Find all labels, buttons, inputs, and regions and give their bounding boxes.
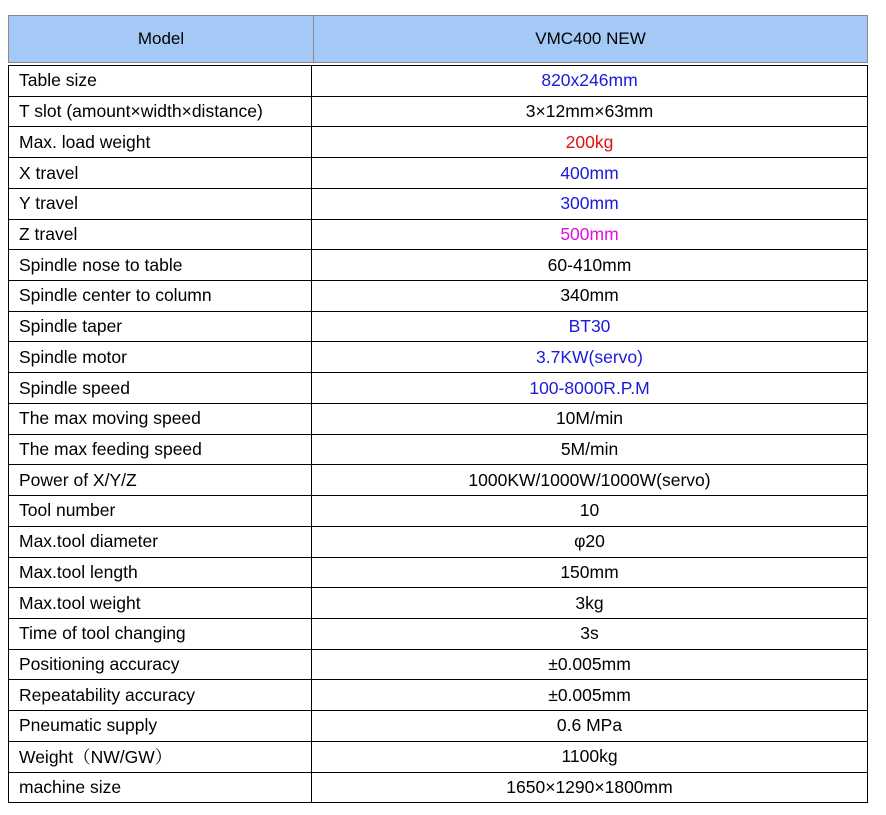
table-row xyxy=(9,526,867,557)
table-row xyxy=(9,649,867,680)
table-row xyxy=(9,587,867,618)
spec-label: Repeatability accuracy xyxy=(9,680,312,710)
spec-value: ±0.005mm xyxy=(548,684,631,705)
spec-label: Tool number xyxy=(9,496,312,526)
spec-table xyxy=(8,15,868,803)
spec-label: Spindle nose to table xyxy=(9,250,312,280)
table-row xyxy=(9,772,867,803)
table-row xyxy=(9,403,867,434)
spec-value: 10 xyxy=(579,500,600,521)
table-row xyxy=(9,65,867,96)
header-model-label: Model xyxy=(9,16,314,62)
spec-value: 300mm xyxy=(560,193,619,214)
table-row xyxy=(9,557,867,588)
table-row xyxy=(9,495,867,526)
spec-value: ±0.005mm xyxy=(548,654,631,675)
spec-label: Spindle motor xyxy=(9,342,312,372)
spec-value: 500mm xyxy=(560,223,619,244)
spec-label: The max feeding speed xyxy=(9,435,312,465)
spec-label: Time of tool changing xyxy=(9,619,312,649)
spec-label: The max moving speed xyxy=(9,404,312,434)
table-row xyxy=(9,280,867,311)
spec-value: 5M/min xyxy=(560,438,619,459)
spec-label: Max.tool diameter xyxy=(9,527,312,557)
spec-value: 3s xyxy=(580,623,599,644)
spec-value: 0.6 MPa xyxy=(556,715,623,736)
spec-value: BT30 xyxy=(568,316,611,337)
spec-label: Spindle taper xyxy=(9,312,312,342)
spec-value: 150mm xyxy=(560,561,619,582)
table-row xyxy=(9,710,867,741)
spec-label: Pneumatic supply xyxy=(9,711,312,741)
table-row xyxy=(9,679,867,710)
spec-value: 60-410mm xyxy=(547,254,632,275)
spec-label: Positioning accuracy xyxy=(9,650,312,680)
table-row xyxy=(9,157,867,188)
spec-value: φ20 xyxy=(574,531,605,552)
table-row xyxy=(9,341,867,372)
table-row xyxy=(9,96,867,127)
spec-label: Y travel xyxy=(9,189,312,219)
spec-value: 340mm xyxy=(560,285,619,306)
spec-label: Table size xyxy=(9,66,312,96)
spec-value: 200kg xyxy=(565,131,614,152)
spec-value: 10M/min xyxy=(555,408,624,429)
table-header xyxy=(8,15,868,63)
spec-label: Weight（NW/GW） xyxy=(9,742,312,772)
table-row xyxy=(9,618,867,649)
spec-label: Power of X/Y/Z xyxy=(9,465,312,495)
spec-label: Spindle center to column xyxy=(9,281,312,311)
spec-label: Z travel xyxy=(9,220,312,250)
spec-label: X travel xyxy=(9,158,312,188)
table-row xyxy=(9,311,867,342)
table-row xyxy=(9,372,867,403)
spec-label: Spindle speed xyxy=(9,373,312,403)
spec-value: 1650×1290×1800mm xyxy=(506,776,673,797)
table-row xyxy=(9,249,867,280)
spec-value: 1100kg xyxy=(561,746,618,767)
spec-value: 3.7KW(servo) xyxy=(536,346,643,367)
spec-value: 1000KW/1000W/1000W(servo) xyxy=(468,469,711,490)
spec-label: Max.tool length xyxy=(9,558,312,588)
table-row xyxy=(9,126,867,157)
spec-value: 3×12mm×63mm xyxy=(525,101,654,122)
spec-value: 820x246mm xyxy=(541,70,638,91)
spec-label: Max. load weight xyxy=(9,127,312,157)
spec-value: 3kg xyxy=(575,592,604,613)
spec-value: 400mm xyxy=(560,162,619,183)
table-row xyxy=(9,188,867,219)
table-row xyxy=(9,464,867,495)
spec-value: 100-8000R.P.M xyxy=(529,377,650,398)
table-row xyxy=(9,219,867,250)
spec-label: Max.tool weight xyxy=(9,588,312,618)
table-row xyxy=(9,741,867,772)
spec-label: machine size xyxy=(9,773,312,803)
table-row xyxy=(9,434,867,465)
table-body xyxy=(8,65,868,803)
spec-label: T slot (amount×width×distance) xyxy=(9,97,312,127)
header-model-value: VMC400 NEW xyxy=(535,29,646,48)
